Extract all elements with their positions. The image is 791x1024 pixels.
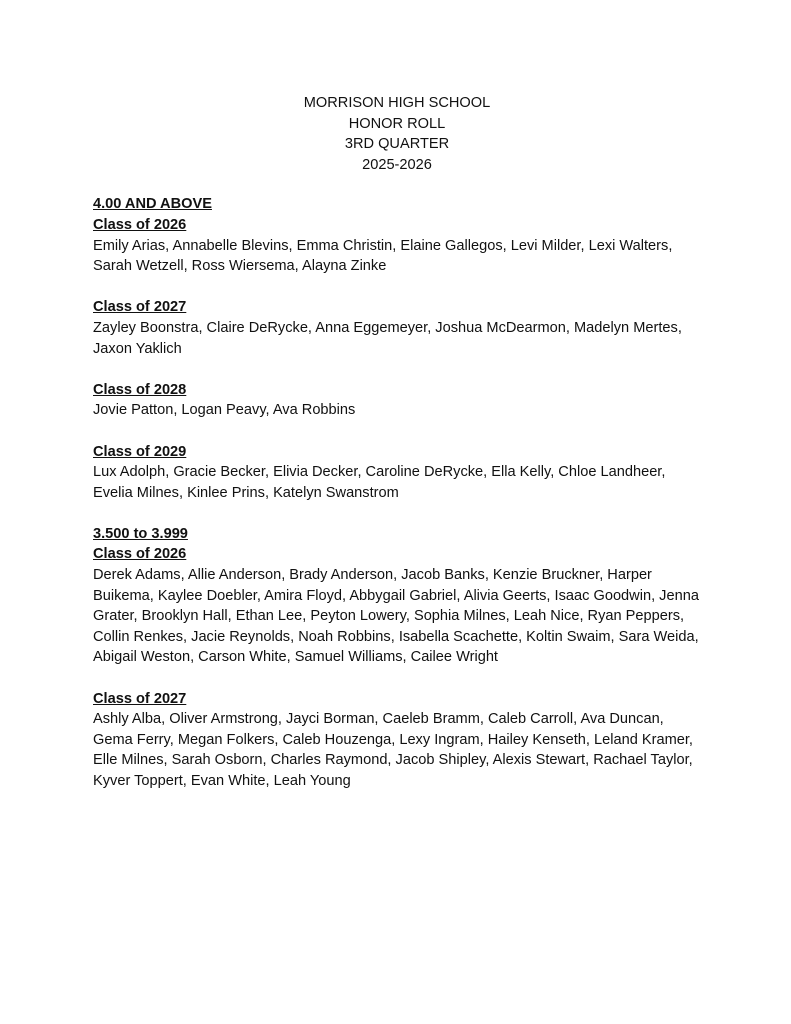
class-heading: Class of 2029 [93,443,187,460]
student-names: Ashly Alba, Oliver Armstrong, Jayci Borman, Caeleb Bramm, Caleb Carroll, Ava Duncan, Gema Ferry, Megan Folkers, Caleb Houzenga, Lexy Ingram, Hailey Kenseth, Leland Kramer, Elle Milnes, Sarah Osborn, Charles Raymond, Jacob Shipley, Alexis Stewart, Rachael Taylor, Kyver Toppert, Evan White, Leah Young [93,711,693,789]
class-group-2026 [93,215,701,277]
class-heading: Class of 2026 [93,216,187,233]
school-name: MORRISON HIGH SCHOOL [303,95,491,111]
student-names: Emily Arias, Annabelle Blevins, Emma Christin, Elaine Gallegos, Levi Milder, Lexi Walters, Sarah Wetzell, Ross Wiersema, Alayna Zinke [93,237,673,275]
section-heading: 4.00 AND ABOVE [93,196,212,213]
section-4-00-and-above [93,194,701,503]
class-heading: Class of 2026 [93,546,187,563]
quarter-label: 3RD QUARTER [344,136,450,153]
student-names: Derek Adams, Allie Anderson, Brady Anderson, Jacob Banks, Kenzie Bruckner, Harper Buikema, Kaylee Doebler, Amira Floyd, Abbygail Gabriel, Alivia Geerts, Isaac Goodwin, Jenna Grater, Brooklyn Hall, Ethan Lee, Peyton Lowery, Sophia Milnes, Leah Nice, Ryan Peppers, Collin Renkes, Jacie Reynolds, Noah Robbins, Isabella Scachette, Koltin Swaim, Sara Weida, Abigail Weston, Carson White, Samuel Williams, Cailee Wright [93,567,699,666]
document-header [93,93,701,175]
student-names: Lux Adolph, Gracie Becker, Elivia Decker, Caroline DeRycke, Ella Kelly, Chloe Landheer, Evelia Milnes, Kinlee Prins, Katelyn Swanstrom [93,464,666,501]
class-group-2027 [93,297,701,359]
class-group-2028 [93,380,701,421]
class-group-2026 [93,544,701,668]
class-group-2029 [93,442,701,504]
section-heading: 3.500 to 3.999 [93,525,188,542]
student-names: Jovie Patton, Logan Peavy, Ava Robbins [93,402,356,419]
class-group-2027 [93,689,701,792]
school-year: 2025-2026 [362,156,432,173]
class-heading: Class of 2027 [93,690,187,707]
student-names: Zayley Boonstra, Claire DeRycke, Anna Eggemeyer, Joshua McDearmon, Madelyn Mertes, Jaxon Yaklich [93,319,682,357]
class-heading: Class of 2027 [93,299,187,316]
document-title: HONOR ROLL [348,115,446,132]
section-3-500-to-3-999 [93,524,701,792]
class-heading: Class of 2028 [93,381,187,398]
